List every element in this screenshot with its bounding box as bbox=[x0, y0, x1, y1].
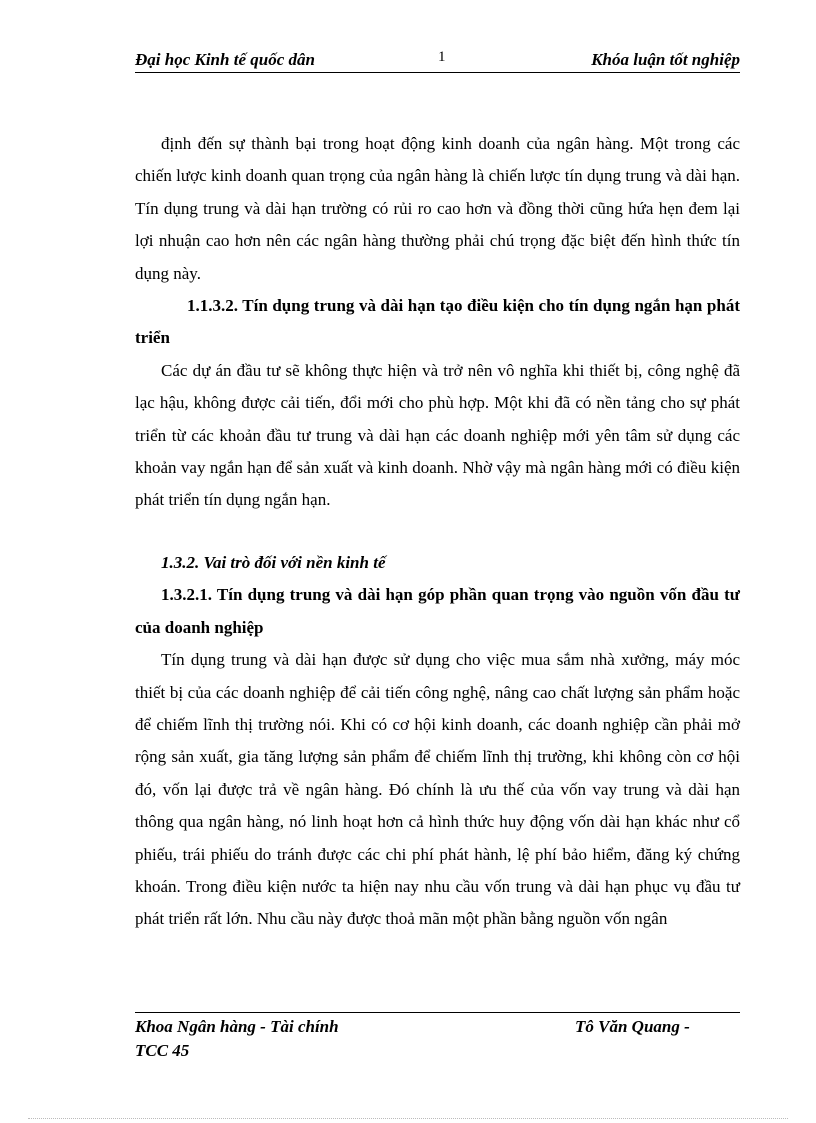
heading-1-1-3-2: 1.1.3.2. Tín dụng trung và dài hạn tạo điều kiện cho tín dụng ngắn hạn phát triển bbox=[135, 296, 740, 348]
page-number: 1 bbox=[438, 49, 446, 65]
paragraph-2: Các dự án đầu tư sẽ không thực hiện và trở nên vô nghĩa khi thiết bị, công nghệ đã lạc hậu, không được cải tiến, đổi mới cho phù hợp. Một khi đã có nền tảng cho sự phát triển từ các khoản đầu tư trung và dài hạn các doanh nghiệp mới yên tâm sử dụng các khoản vay ngắn hạn để sản xuất và kinh doanh. Nhờ vậy mà ngân hàng mới có điều kiện phát triển tín dụng ngắn hạn. bbox=[135, 360, 740, 510]
page-header bbox=[135, 46, 740, 73]
paragraph-1: định đến sự thành bại trong hoạt động kinh doanh của ngân hàng. Một trong các chiến lược kinh doanh quan trọng của ngân hàng là chiến lược tín dụng trung và dài hạn. Tín dụng trung và dài hạn trường có rủi ro cao hơn và đồng thời cũng hứa hẹn đem lại lợi nhuận cao hơn nên các ngân hàng thường phải chú trọng đặc biệt đến hình thức tín dụng này. bbox=[135, 134, 740, 283]
paragraph-3: Tín dụng trung và dài hạn được sử dụng cho việc mua sắm nhà xưởng, máy móc thiết bị của các doanh nghiệp để cải tiến công nghệ, nâng cao chất lượng sản phẩm hoặc để chiếm lĩnh thị trường nói. Khi có cơ hội kinh doanh, các doanh nghiệp cần phải mở rộng sản xuất, gia tăng lượng sản phẩm để chiếm lĩnh thị trường, khi không còn cơ hội đó, vốn lại được trả về ngân hàng. Đó chính là ưu thế của vốn vay trung và dài hạn thông qua ngân hàng, nó linh hoạt hơn cả hình thức huy động vốn dài hạn khác như cổ phiếu, trái phiếu do tránh được các chi phí phát hành, lệ phí bảo hiểm, đăng ký chứng khoán. Trong điều kiện nước ta hiện nay nhu cầu vốn trung và dài hạn phục vụ đầu tư phát triển rất lớn. Nhu cầu này được thoả mãn một phần bằng nguồn vốn ngân bbox=[135, 650, 740, 929]
footer-author: Tô Văn Quang - bbox=[575, 1017, 690, 1036]
header-university: Đại học Kinh tế quốc dân bbox=[135, 50, 315, 69]
page-edge-divider bbox=[28, 1118, 788, 1119]
footer-faculty: Khoa Ngân hàng - Tài chính bbox=[135, 1017, 339, 1036]
heading-1-3-2-1: 1.3.2.1. Tín dụng trung và dài hạn góp phần quan trọng vào nguồn vốn đầu tư của doanh nghiệp bbox=[135, 585, 740, 637]
heading-1-3-2: 1.3.2. Vai trò đối với nền kinh tế bbox=[161, 552, 386, 572]
footer-class: TCC 45 bbox=[135, 1041, 190, 1060]
page-body bbox=[135, 128, 740, 936]
header-document-type: Khóa luận tốt nghiệp bbox=[591, 50, 740, 69]
page-footer bbox=[135, 1012, 740, 1060]
